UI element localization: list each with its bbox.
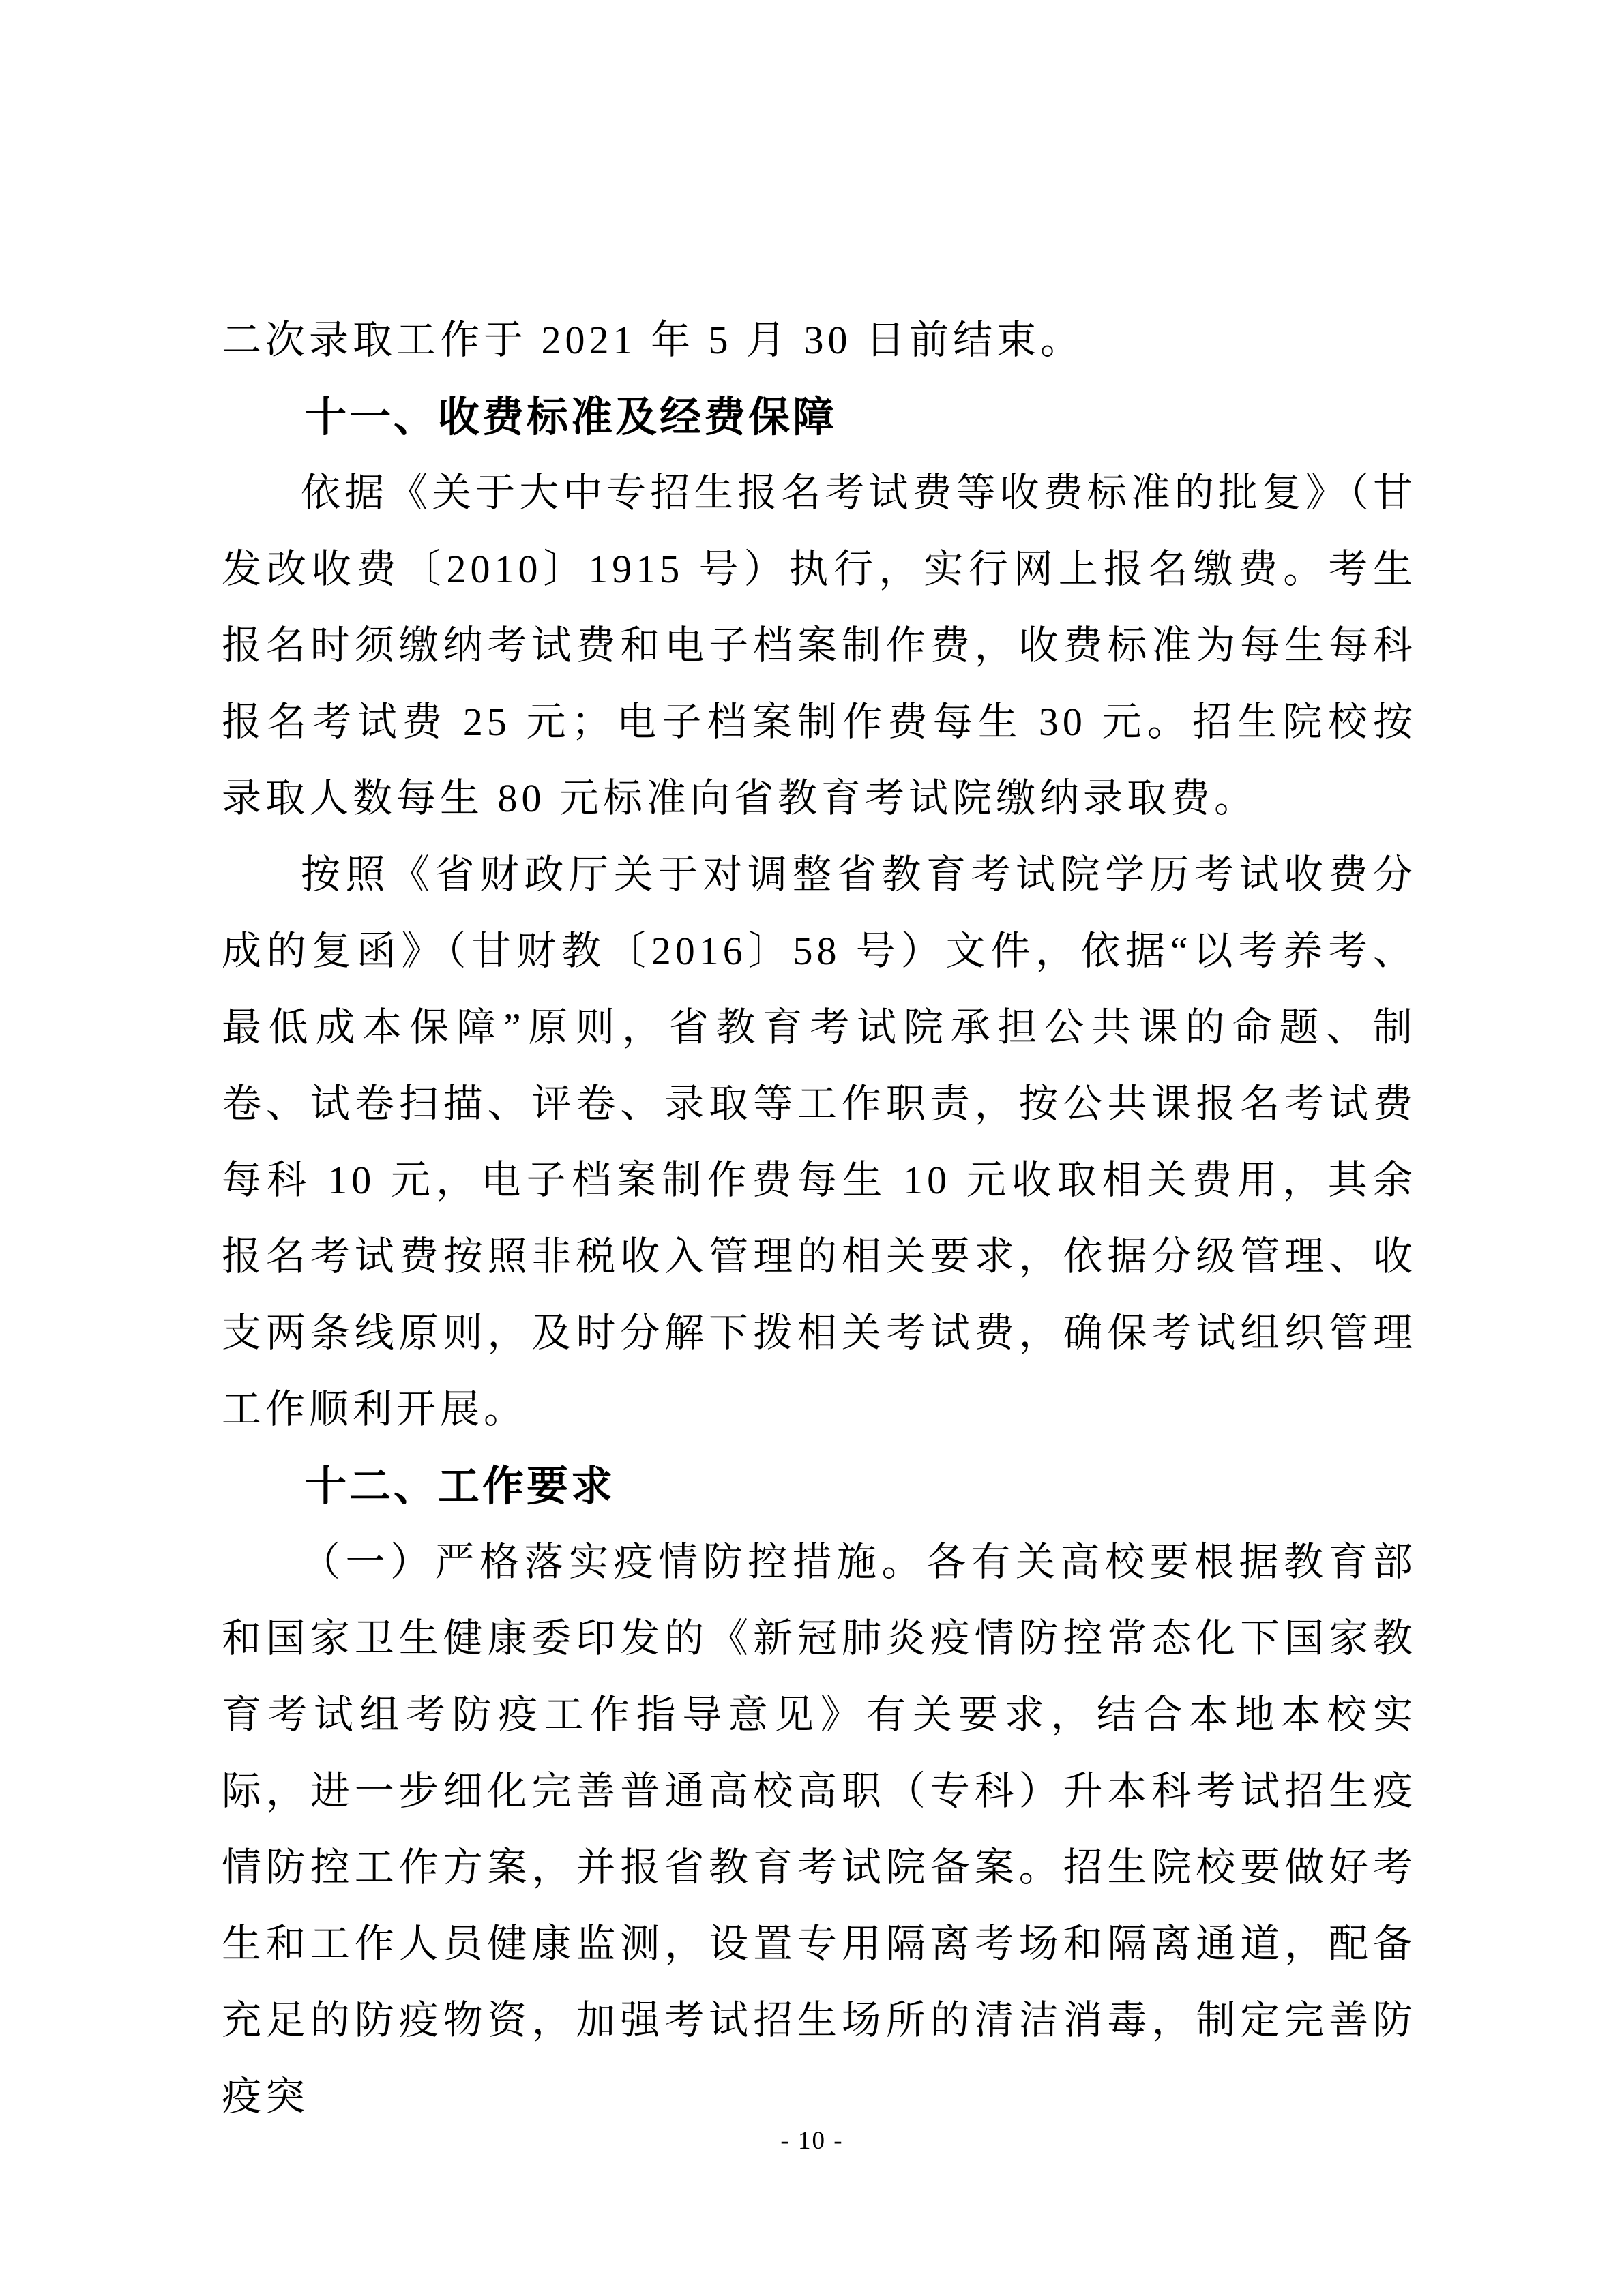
- paragraph-fee-allocation: 按照《省财政厅关于对调整省教育考试院学历考试收费分成的复函》（甘财教〔2016〕58 号）文件，依据“以考养考、最低成本保障”原则，省教育考试院承担公共课的命题、制卷、试卷扫描、评卷、录取等工作职责，按公共课报名考试费每科 10 元，电子档案制作费每生 10 元收取相关费用，其余报名考试费按照非税收入管理的相关要求，依据分级管理、收支两条线原则，及时分解下拨相关考试费，确保考试组织管理工作顺利开展。: [222, 852, 1417, 1431]
- document-body: [222, 302, 1417, 2135]
- section-heading-11-fees: 十一、收费标准及经费保障: [305, 393, 838, 440]
- paragraph-fee-standards: 依据《关于大中专招生报名考试费等收费标准的批复》（甘发改收费〔2010〕1915 号）执行，实行网上报名缴费。考生报名时须缴纳考试费和电子档案制作费，收费标准为每生每科报名考试费 25 元；电子档案制作费每生 30 元。招生院校按录取人数每生 80 元标准向省教育考试院缴纳录取费。: [222, 471, 1417, 820]
- paragraph-continuation: 二次录取工作于 2021 年 5 月 30 日前结束。: [222, 318, 1084, 362]
- section-heading-12-work-requirements: 十二、工作要求: [305, 1463, 616, 1509]
- paragraph-epidemic-prevention: （一）严格落实疫情防控措施。各有关高校要根据教育部和国家卫生健康委印发的《新冠肺炎疫情防控常态化下国家教育考试组考防疫工作指导意见》有关要求，结合本地本校实际，进一步细化完善普通高校高职（专科）升本科考试招生疫情防控工作方案，并报省教育考试院备案。招生院校要做好考生和工作人员健康监测，设置专用隔离考场和隔离通道，配备充足的防疫物资，加强考试招生场所的清洁消毒，制定完善防疫突: [222, 1540, 1417, 2119]
- page-number: - 10 -: [780, 2127, 844, 2155]
